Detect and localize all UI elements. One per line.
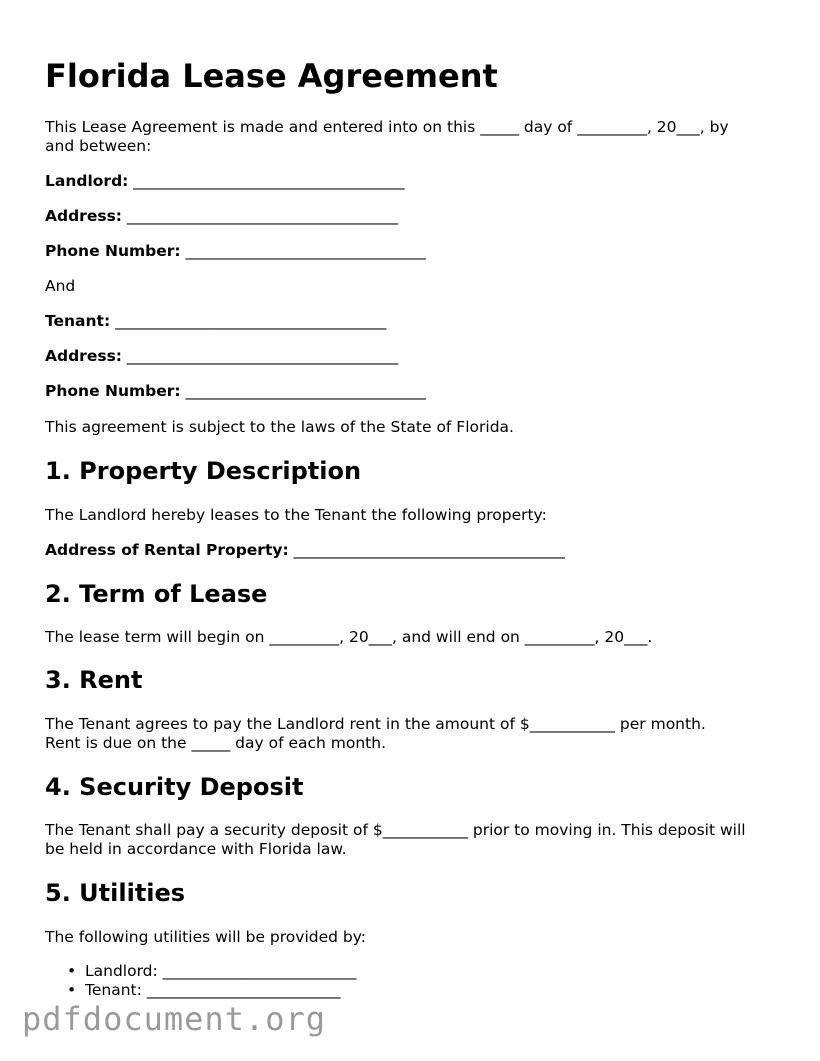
intro-line-1: This Lease Agreement is made and entered into on this _____ day of _________, 20___, by [45, 118, 729, 136]
tenant-phone-label: Phone Number: [45, 382, 181, 400]
section-heading-deposit: 4. Security Deposit [45, 773, 304, 801]
watermark: pdfdocument.org [22, 1000, 326, 1038]
rental-property-label: Address of Rental Property: [45, 541, 289, 559]
and-text: And [45, 277, 76, 295]
document-title: Florida Lease Agreement [45, 57, 498, 95]
rental-property-field [45, 541, 565, 560]
landlord-blank: ___________________________________ [128, 172, 405, 190]
utilities-list [45, 962, 356, 1000]
landlord-address-field [45, 207, 398, 226]
tenant-label: Tenant: [45, 312, 111, 330]
list-item [45, 962, 356, 981]
deposit-text-line-2: be held in accordance with Florida law. [45, 840, 347, 858]
landlord-field [45, 172, 405, 191]
tenant-phone-blank: _______________________________ [180, 382, 426, 400]
rent-text-line-2: Rent is due on the _____ day of each month. [45, 734, 386, 752]
section-heading-rent: 3. Rent [45, 666, 143, 694]
section-heading-utilities: 5. Utilities [45, 879, 186, 907]
tenant-address-label: Address: [45, 347, 122, 365]
term-text: The lease term will begin on _________, 20___, and will end on _________, 20___. [45, 628, 653, 646]
utilities-text: The following utilities will be provided by: [45, 928, 367, 946]
tenant-field [45, 312, 386, 331]
landlord-address-blank: ___________________________________ [122, 207, 399, 225]
property-text: The Landlord hereby leases to the Tenant the following property: [45, 506, 547, 524]
governing-law-text: This agreement is subject to the laws of the State of Florida. [45, 418, 514, 436]
landlord-phone-label: Phone Number: [45, 242, 181, 260]
rent-text-line-1: The Tenant agrees to pay the Landlord rent in the amount of $___________ per month. [45, 715, 706, 733]
tenant-address-field [45, 347, 398, 366]
intro-line-2: and between: [45, 137, 152, 155]
tenant-phone-field [45, 382, 426, 401]
tenant-blank: ___________________________________ [110, 312, 387, 330]
utility-landlord: Landlord: _________________________ [85, 962, 357, 980]
deposit-text-line-1: The Tenant shall pay a security deposit of $___________ prior to moving in. This deposit will [45, 821, 746, 839]
landlord-phone-blank: _______________________________ [180, 242, 426, 260]
bullet-icon: • [67, 981, 77, 999]
utility-tenant: Tenant: _________________________ [85, 981, 341, 999]
landlord-phone-field [45, 242, 426, 261]
bullet-icon: • [67, 962, 77, 980]
tenant-address-blank: ___________________________________ [122, 347, 399, 365]
landlord-label: Landlord: [45, 172, 129, 190]
section-heading-property: 1. Property Description [45, 457, 362, 485]
rental-property-blank: ___________________________________ [288, 541, 565, 559]
list-item [45, 981, 356, 1000]
section-heading-term: 2. Term of Lease [45, 580, 268, 608]
landlord-address-label: Address: [45, 207, 122, 225]
